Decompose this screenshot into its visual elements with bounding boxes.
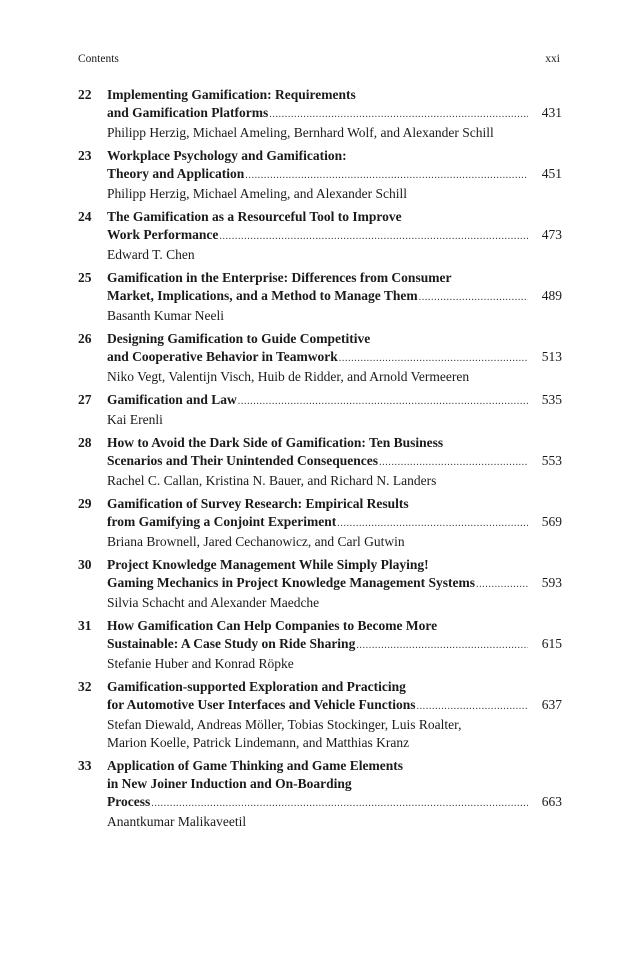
chapter-number: 31	[78, 618, 92, 633]
table-of-contents	[78, 86, 562, 836]
dot-leader	[269, 106, 528, 124]
chapter-page-number[interactable]: 535	[541, 392, 562, 407]
chapter-authors: Stefan Diewald, Andreas Möller, Tobias Stockinger, Luis Roalter,	[107, 717, 462, 732]
toc-entry[interactable]	[78, 495, 562, 551]
chapter-authors: Stefanie Huber and Konrad Röpke	[107, 656, 294, 671]
toc-entry-body	[107, 495, 562, 551]
chapter-title-tail: Theory and Application	[107, 166, 245, 181]
toc-entry[interactable]	[78, 617, 562, 673]
chapter-number: 33	[78, 758, 92, 773]
chapter-title-last-line	[107, 452, 562, 472]
dot-leader	[337, 515, 528, 533]
chapter-title-tail: and Gamification Platforms	[107, 105, 269, 120]
chapter-number: 26	[78, 331, 92, 346]
chapter-title-tail: and Cooperative Behavior in Teamwork	[107, 349, 338, 364]
chapter-title-tail: Gaming Mechanics in Project Knowledge Management Systems	[107, 575, 475, 590]
dot-leader	[245, 167, 528, 185]
chapter-authors: Briana Brownell, Jared Cechanowicz, and Carl Gutwin	[107, 534, 405, 549]
dot-leader	[356, 637, 528, 655]
chapter-title-last-line	[107, 165, 562, 185]
chapter-number: 30	[78, 557, 92, 572]
chapter-number: 23	[78, 148, 92, 163]
dot-leader	[476, 576, 528, 594]
chapter-authors: Edward T. Chen	[107, 247, 195, 262]
chapter-title-tail: Sustainable: A Case Study on Ride Sharing	[107, 636, 356, 651]
chapter-title-tail: Process	[107, 794, 151, 809]
chapter-page-number[interactable]: 473	[541, 227, 562, 242]
chapter-title-tail: Work Performance	[107, 227, 219, 242]
chapter-page-number[interactable]: 637	[541, 697, 562, 712]
toc-entry[interactable]	[78, 147, 562, 203]
toc-entry[interactable]	[78, 391, 562, 429]
chapter-title-line: Gamification of Survey Research: Empirical Results	[107, 496, 409, 511]
chapter-title-line: Gamification in the Enterprise: Differences from Consumer	[107, 270, 452, 285]
chapter-page-number[interactable]: 615	[541, 636, 562, 651]
chapter-title-last-line	[107, 104, 562, 124]
toc-entry[interactable]	[78, 269, 562, 325]
chapter-title-last-line	[107, 635, 562, 655]
chapter-page-number[interactable]: 593	[541, 575, 562, 590]
chapter-number: 22	[78, 87, 92, 102]
chapter-title-tail: Scenarios and Their Unintended Consequences	[107, 453, 379, 468]
dot-leader	[419, 289, 528, 307]
chapter-title-tail: Market, Implications, and a Method to Manage Them	[107, 288, 418, 303]
chapter-page-number[interactable]: 431	[541, 105, 562, 120]
chapter-title-last-line	[107, 348, 562, 368]
toc-entry-body	[107, 617, 562, 673]
chapter-title-line: Gamification-supported Exploration and Practicing	[107, 679, 406, 694]
chapter-title-line: How Gamification Can Help Companies to Become More	[107, 618, 438, 633]
chapter-page-number[interactable]: 489	[541, 288, 562, 303]
toc-entry-body	[107, 757, 562, 831]
dot-leader	[416, 698, 528, 716]
chapter-authors: Rachel C. Callan, Kristina N. Bauer, and Richard N. Landers	[107, 473, 437, 488]
dot-leader	[151, 795, 528, 813]
chapter-authors: Philipp Herzig, Michael Ameling, Bernhard Wolf, and Alexander Schill	[107, 125, 494, 140]
chapter-title-last-line	[107, 574, 562, 594]
chapter-authors: Basanth Kumar Neeli	[107, 308, 224, 323]
chapter-title-line: Workplace Psychology and Gamification:	[107, 148, 347, 163]
dot-leader	[339, 350, 528, 368]
chapter-title-last-line	[107, 226, 562, 246]
chapter-authors: Marion Koelle, Patrick Lindemann, and Matthias Kranz	[107, 735, 410, 750]
toc-entry[interactable]	[78, 86, 562, 142]
chapter-title-line: Project Knowledge Management While Simply Playing!	[107, 557, 429, 572]
chapter-number: 24	[78, 209, 92, 224]
chapter-page-number[interactable]: 513	[541, 349, 562, 364]
chapter-title-line: Application of Game Thinking and Game Elements	[107, 758, 404, 773]
toc-entry-body	[107, 147, 562, 203]
toc-entry[interactable]	[78, 757, 562, 831]
chapter-authors: Silvia Schacht and Alexander Maedche	[107, 595, 320, 610]
toc-entry-body	[107, 86, 562, 142]
chapter-title-last-line	[107, 287, 562, 307]
toc-entry-body	[107, 269, 562, 325]
chapter-title-last-line	[107, 696, 562, 716]
chapter-title-tail: from Gamifying a Conjoint Experiment	[107, 514, 337, 529]
toc-entry-body	[107, 678, 562, 752]
chapter-title-line: in New Joiner Induction and On-Boarding	[107, 776, 352, 791]
chapter-number: 32	[78, 679, 92, 694]
running-header-section: Contents	[78, 53, 119, 65]
chapter-page-number[interactable]: 663	[541, 794, 562, 809]
dot-leader	[219, 228, 528, 246]
chapter-title-tail: for Automotive User Interfaces and Vehicle Functions	[107, 697, 416, 712]
toc-entry[interactable]	[78, 678, 562, 752]
chapter-authors: Anantkumar Malikaveetil	[107, 814, 247, 829]
chapter-number: 29	[78, 496, 92, 511]
chapter-number: 27	[78, 392, 92, 407]
chapter-page-number[interactable]: 553	[541, 453, 562, 468]
chapter-page-number[interactable]: 569	[541, 514, 562, 529]
chapter-number: 28	[78, 435, 92, 450]
dot-leader	[238, 393, 528, 411]
toc-entry[interactable]	[78, 330, 562, 386]
chapter-title-line: Designing Gamification to Guide Competitive	[107, 331, 371, 346]
chapter-title-last-line	[107, 391, 562, 411]
chapter-authors: Philipp Herzig, Michael Ameling, and Alexander Schill	[107, 186, 407, 201]
toc-entry-body	[107, 208, 562, 264]
chapter-page-number[interactable]: 451	[541, 166, 562, 181]
dot-leader	[379, 454, 528, 472]
toc-entry-body	[107, 434, 562, 490]
chapter-title-line: How to Avoid the Dark Side of Gamification: Ten Business	[107, 435, 444, 450]
toc-entry[interactable]	[78, 434, 562, 490]
chapter-title-last-line	[107, 793, 562, 813]
chapter-number: 25	[78, 270, 92, 285]
chapter-authors: Kai Erenli	[107, 412, 163, 427]
chapter-title-last-line	[107, 513, 562, 533]
toc-entry-body	[107, 391, 562, 429]
chapter-title-tail: Gamification and Law	[107, 392, 237, 407]
toc-entry[interactable]	[78, 556, 562, 612]
chapter-title-line: The Gamification as a Resourceful Tool to Improve	[107, 209, 402, 224]
chapter-authors: Niko Vegt, Valentijn Visch, Huib de Ridder, and Arnold Vermeeren	[107, 369, 470, 384]
toc-entry[interactable]	[78, 208, 562, 264]
toc-entry-body	[107, 330, 562, 386]
toc-entry-body	[107, 556, 562, 612]
running-header-page-number: xxi	[545, 53, 560, 65]
chapter-title-line: Implementing Gamification: Requirements	[107, 87, 356, 102]
